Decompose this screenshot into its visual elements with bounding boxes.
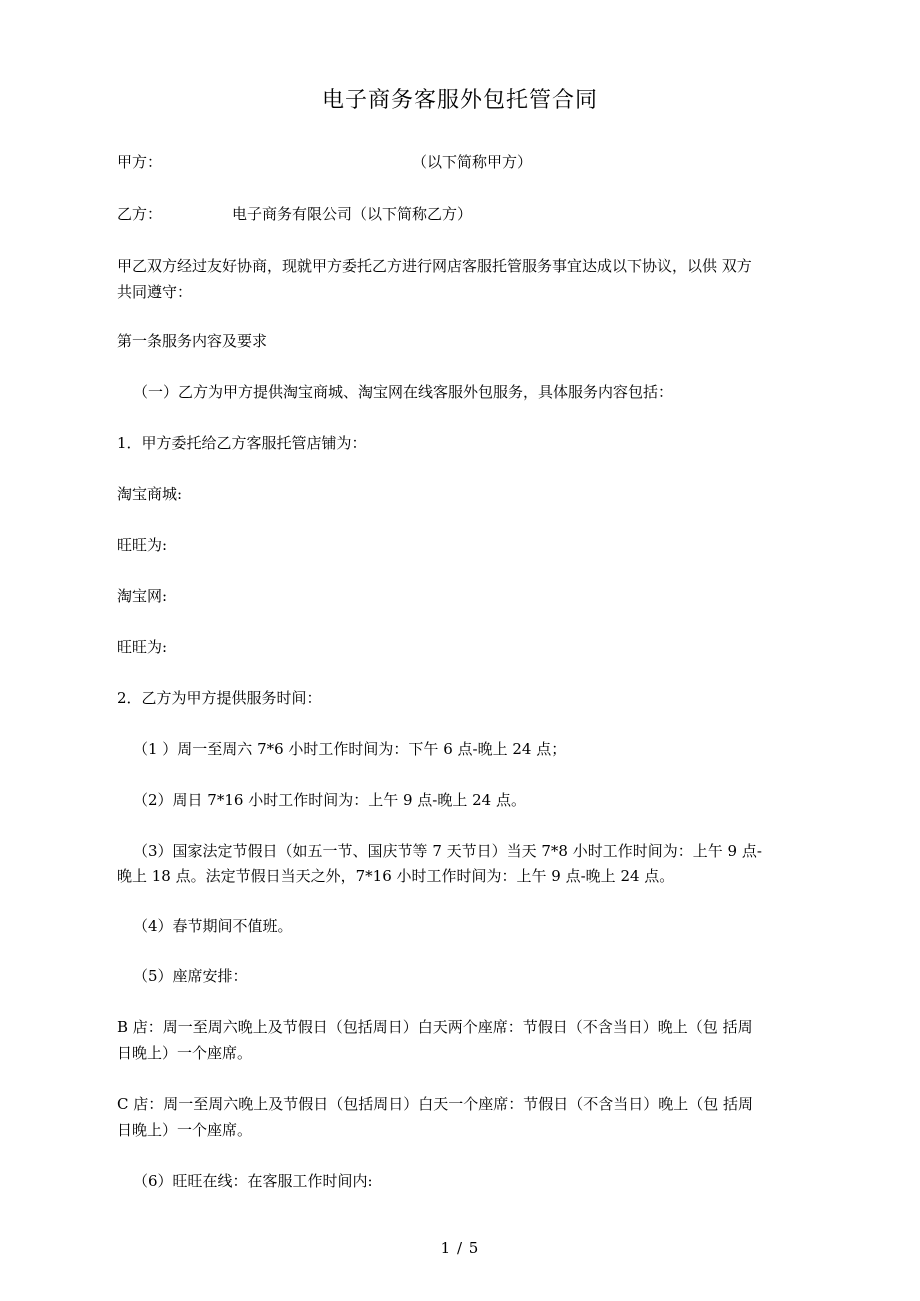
intro-line-2: 共同遵守： xyxy=(117,283,193,301)
time-3-line-1: （3）国家法定节假日（如五一节、国庆节等 7 天节日）当天 7*8 小时工作时间为：上午 9 点- xyxy=(133,842,762,860)
b-store-line-1: B 店：周一至周六晚上及节假日（包括周日）白天两个座席：节假日（不含当日）晚上（包 括周 xyxy=(117,1018,753,1036)
wangwang-label-1: 旺旺为: xyxy=(117,536,168,554)
party-b-name: 电子商务有限公司（以下简称乙方） xyxy=(232,205,473,223)
c-store-line-2: 日晚上）一个座席。 xyxy=(117,1121,253,1139)
time-6: （6）旺旺在线：在客服工作时间内: xyxy=(133,1172,373,1190)
section-1: （一）乙方为甲方提供淘宝商城、淘宝网在线客服外包服务，具体服务内容包括： xyxy=(133,383,674,401)
party-a-line xyxy=(117,149,807,175)
time-5: （5）座席安排： xyxy=(133,967,248,985)
document-title: 电子商务客服外包托管合同 xyxy=(321,88,598,113)
party-b-label: 乙方： xyxy=(117,205,163,223)
item-1: 1．甲方委托给乙方客服托管店铺为： xyxy=(117,434,367,452)
taobao-label: 淘宝网: xyxy=(117,587,168,605)
article1-heading: 第一条服务内容及要求 xyxy=(117,332,268,350)
party-b-line xyxy=(117,201,807,227)
time-1: （1 ）周一至周六 7*6 小时工作时间为：下午 6 点-晚上 24 点； xyxy=(133,740,567,758)
tmall-label: 淘宝商城: xyxy=(117,485,183,503)
time-3-line-2: 晚上 18 点。法定节假日当天之外，7*16 小时工作时间为：上午 9 点-晚上 24 点。 xyxy=(117,867,675,885)
party-a-label: 甲方： xyxy=(117,153,163,171)
wangwang-label-2: 旺旺为: xyxy=(117,638,168,656)
page-number: 1 / 5 xyxy=(440,1239,480,1257)
party-a-note: （以下简称甲方） xyxy=(412,153,533,171)
intro-line-1: 甲乙双方经过友好协商，现就甲方委托乙方进行网店客服托管服务事宜达成以下协议，以供 双方 xyxy=(117,257,752,275)
c-store-line-1: C 店：周一至周六晚上及节假日（包括周日）白天一个座席：节假日（不含当日）晚上（包 括周 xyxy=(117,1095,754,1113)
b-store-line-2: 日晚上）一个座席。 xyxy=(117,1044,253,1062)
item-2: 2．乙方为甲方提供服务时间： xyxy=(117,689,322,707)
time-2: （2）周日 7*16 小时工作时间为：上午 9 点-晚上 24 点。 xyxy=(133,791,526,809)
time-4: （4）春节期间不值班。 xyxy=(133,917,293,935)
